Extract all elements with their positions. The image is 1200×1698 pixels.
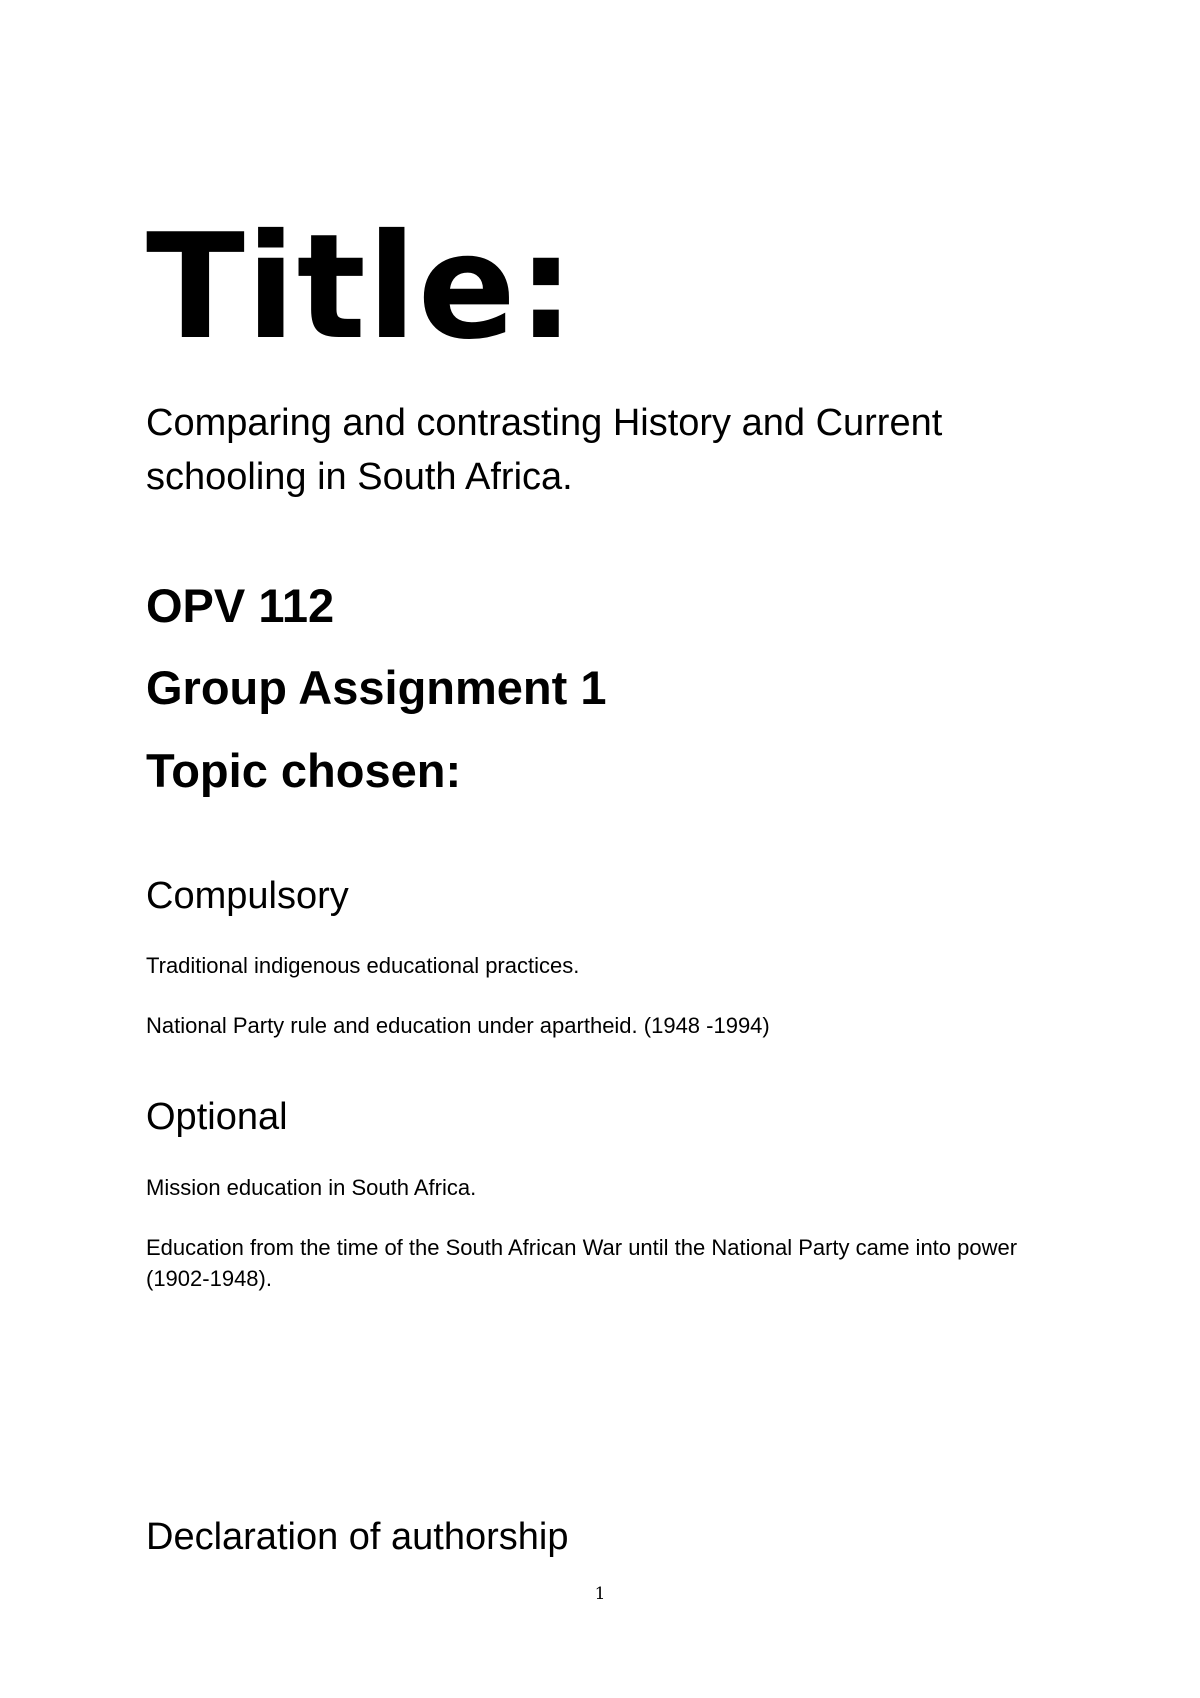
optional-item: Education from the time of the South African War until the National Party came into power (1902-1948). [146,1235,1018,1291]
assignment-heading: Group Assignment 1 [146,661,607,714]
declaration-of-authorship-heading: Declaration of authorship [146,1516,569,1558]
document-subtitle: Comparing and contrasting History and Current schooling in South Africa. [146,402,943,498]
optional-heading: Optional [146,1096,288,1138]
compulsory-item: Traditional indigenous educational practices. [146,953,580,978]
compulsory-heading: Compulsory [146,875,349,917]
document-title: Title: [146,203,576,372]
page-number: 1 [594,1584,606,1604]
compulsory-item: National Party rule and education under apartheid. (1948 -1994) [146,1013,770,1038]
optional-item: Mission education in South Africa. [146,1175,477,1200]
course-code-heading: OPV 112 [146,579,335,632]
topic-chosen-heading: Topic chosen: [146,744,462,797]
